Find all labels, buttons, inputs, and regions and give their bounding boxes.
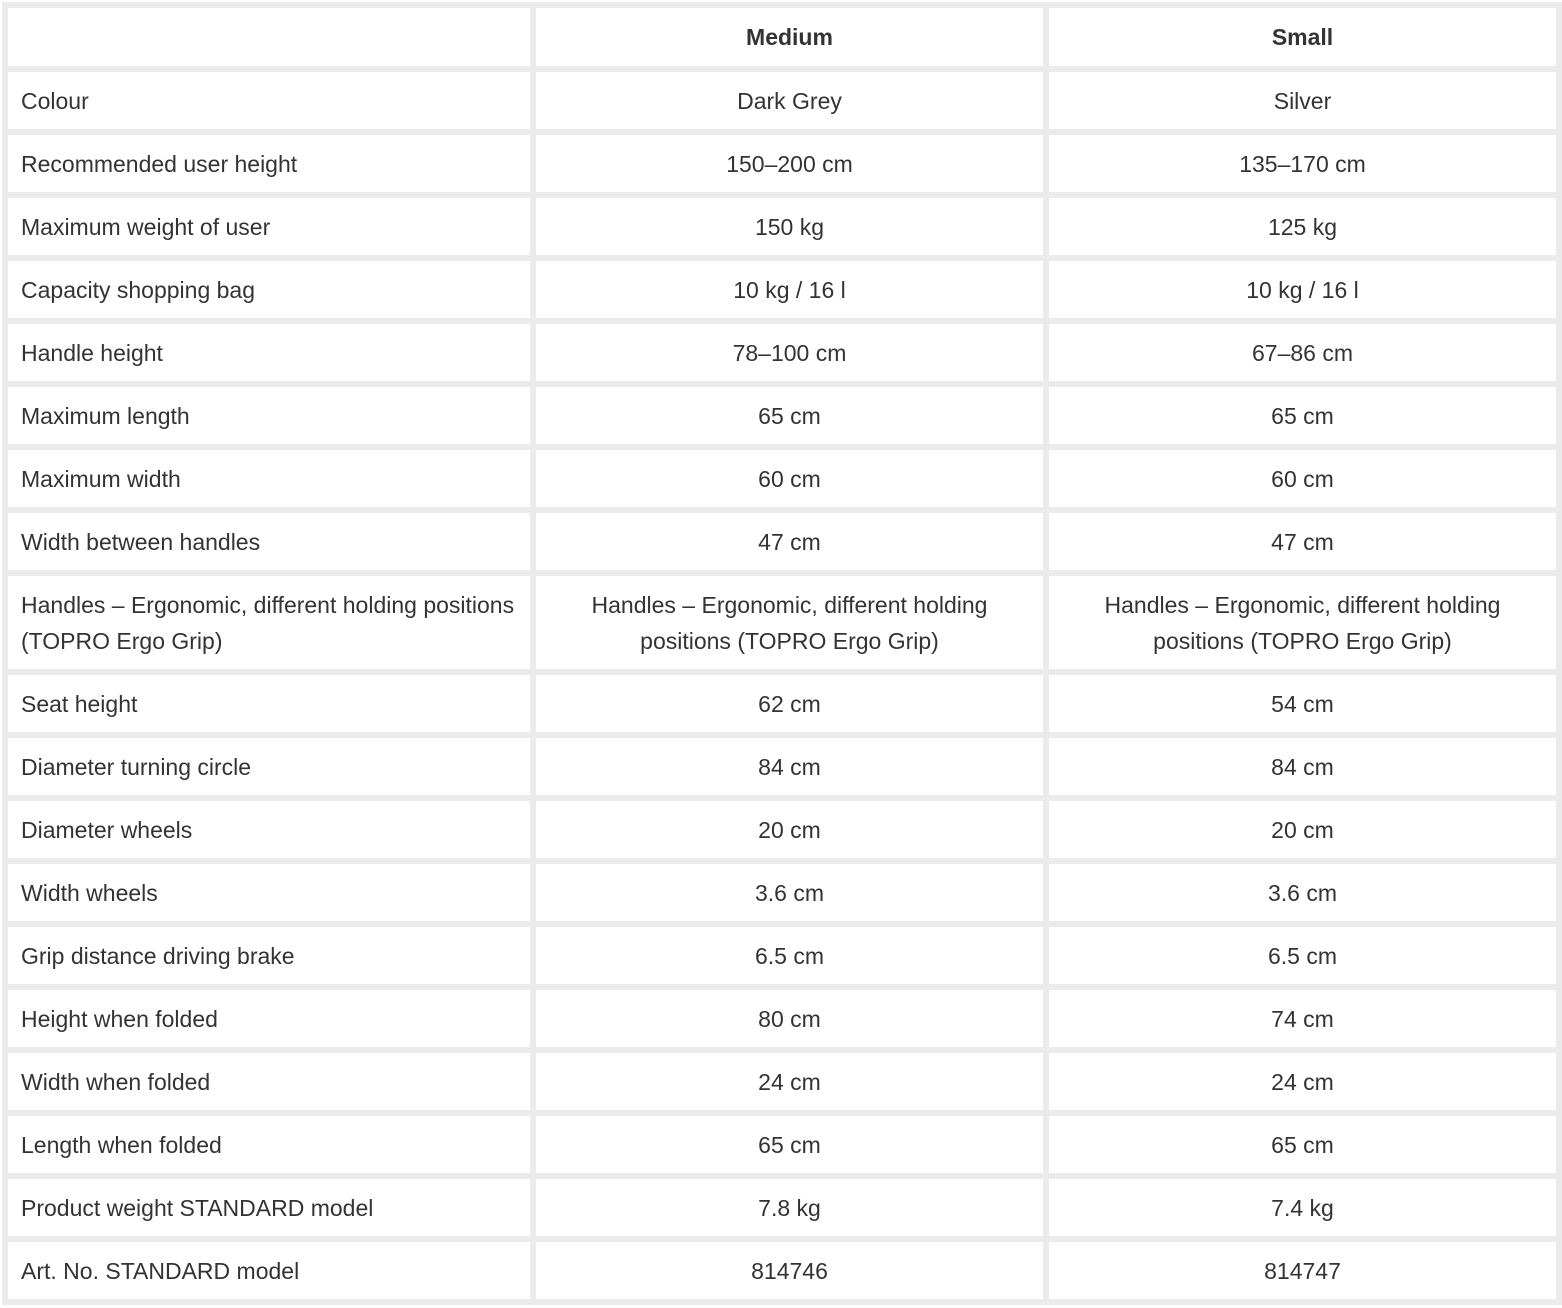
small-value: 3.6 cm xyxy=(1049,864,1556,921)
row-label: Diameter turning circle xyxy=(8,738,530,795)
medium-value: 62 cm xyxy=(536,675,1043,732)
row-label: Capacity shopping bag xyxy=(8,261,530,318)
medium-value: 814746 xyxy=(536,1242,1043,1299)
table-row xyxy=(8,450,1556,507)
row-label: Maximum weight of user xyxy=(8,198,530,255)
small-value: 6.5 cm xyxy=(1049,927,1556,984)
row-label: Length when folded xyxy=(8,1116,530,1173)
small-value: 20 cm xyxy=(1049,801,1556,858)
table-row xyxy=(8,198,1556,255)
small-value: 60 cm xyxy=(1049,450,1556,507)
small-value: 814747 xyxy=(1049,1242,1556,1299)
table-row xyxy=(8,1053,1556,1110)
table-row xyxy=(8,324,1556,381)
table-row xyxy=(8,927,1556,984)
small-value: Silver xyxy=(1049,72,1556,129)
row-label: Width when folded xyxy=(8,1053,530,1110)
small-value: 125 kg xyxy=(1049,198,1556,255)
medium-value: 7.8 kg xyxy=(536,1179,1043,1236)
header-empty-cell xyxy=(8,8,530,66)
medium-value: Dark Grey xyxy=(536,72,1043,129)
table-row xyxy=(8,1179,1556,1236)
row-label: Maximum width xyxy=(8,450,530,507)
medium-value: 78–100 cm xyxy=(536,324,1043,381)
small-value: 84 cm xyxy=(1049,738,1556,795)
row-label: Recommended user height xyxy=(8,135,530,192)
row-label: Handle height xyxy=(8,324,530,381)
medium-value: 150–200 cm xyxy=(536,135,1043,192)
row-label: Diameter wheels xyxy=(8,801,530,858)
medium-value: 80 cm xyxy=(536,990,1043,1047)
table-row xyxy=(8,990,1556,1047)
small-value: 135–170 cm xyxy=(1049,135,1556,192)
small-value: 47 cm xyxy=(1049,513,1556,570)
row-label: Product weight STANDARD model xyxy=(8,1179,530,1236)
row-label: Grip distance driving brake xyxy=(8,927,530,984)
row-label: Width between handles xyxy=(8,513,530,570)
small-value: 65 cm xyxy=(1049,1116,1556,1173)
row-label: Art. No. STANDARD model xyxy=(8,1242,530,1299)
small-value: 74 cm xyxy=(1049,990,1556,1047)
medium-value: 65 cm xyxy=(536,1116,1043,1173)
table-row xyxy=(8,738,1556,795)
small-value: 24 cm xyxy=(1049,1053,1556,1110)
small-value: 65 cm xyxy=(1049,387,1556,444)
row-label: Seat height xyxy=(8,675,530,732)
small-value: Handles – Ergonomic, different holding positions (TOPRO Ergo Grip) xyxy=(1049,576,1556,669)
small-value: 7.4 kg xyxy=(1049,1179,1556,1236)
row-label: Colour xyxy=(8,72,530,129)
table-row xyxy=(8,576,1556,669)
table-row xyxy=(8,864,1556,921)
medium-value: 10 kg / 16 l xyxy=(536,261,1043,318)
table-row xyxy=(8,1116,1556,1173)
medium-value: 65 cm xyxy=(536,387,1043,444)
row-label: Height when folded xyxy=(8,990,530,1047)
medium-value: 20 cm xyxy=(536,801,1043,858)
medium-value: Handles – Ergonomic, different holding positions (TOPRO Ergo Grip) xyxy=(536,576,1043,669)
medium-value: 47 cm xyxy=(536,513,1043,570)
table-header-row xyxy=(8,8,1556,66)
row-label: Handles – Ergonomic, different holding positions (TOPRO Ergo Grip) xyxy=(8,576,530,669)
table-row xyxy=(8,72,1556,129)
medium-value: 3.6 cm xyxy=(536,864,1043,921)
spec-table xyxy=(2,2,1562,1305)
medium-value: 60 cm xyxy=(536,450,1043,507)
table-row xyxy=(8,1242,1556,1299)
medium-value: 6.5 cm xyxy=(536,927,1043,984)
table-row xyxy=(8,387,1556,444)
medium-value: 24 cm xyxy=(536,1053,1043,1110)
small-value: 67–86 cm xyxy=(1049,324,1556,381)
header-small: Small xyxy=(1049,8,1556,66)
medium-value: 84 cm xyxy=(536,738,1043,795)
row-label: Width wheels xyxy=(8,864,530,921)
header-medium: Medium xyxy=(536,8,1043,66)
medium-value: 150 kg xyxy=(536,198,1043,255)
table-row xyxy=(8,675,1556,732)
table-row xyxy=(8,513,1556,570)
table-row xyxy=(8,261,1556,318)
table-row xyxy=(8,135,1556,192)
row-label: Maximum length xyxy=(8,387,530,444)
table-row xyxy=(8,801,1556,858)
small-value: 10 kg / 16 l xyxy=(1049,261,1556,318)
small-value: 54 cm xyxy=(1049,675,1556,732)
